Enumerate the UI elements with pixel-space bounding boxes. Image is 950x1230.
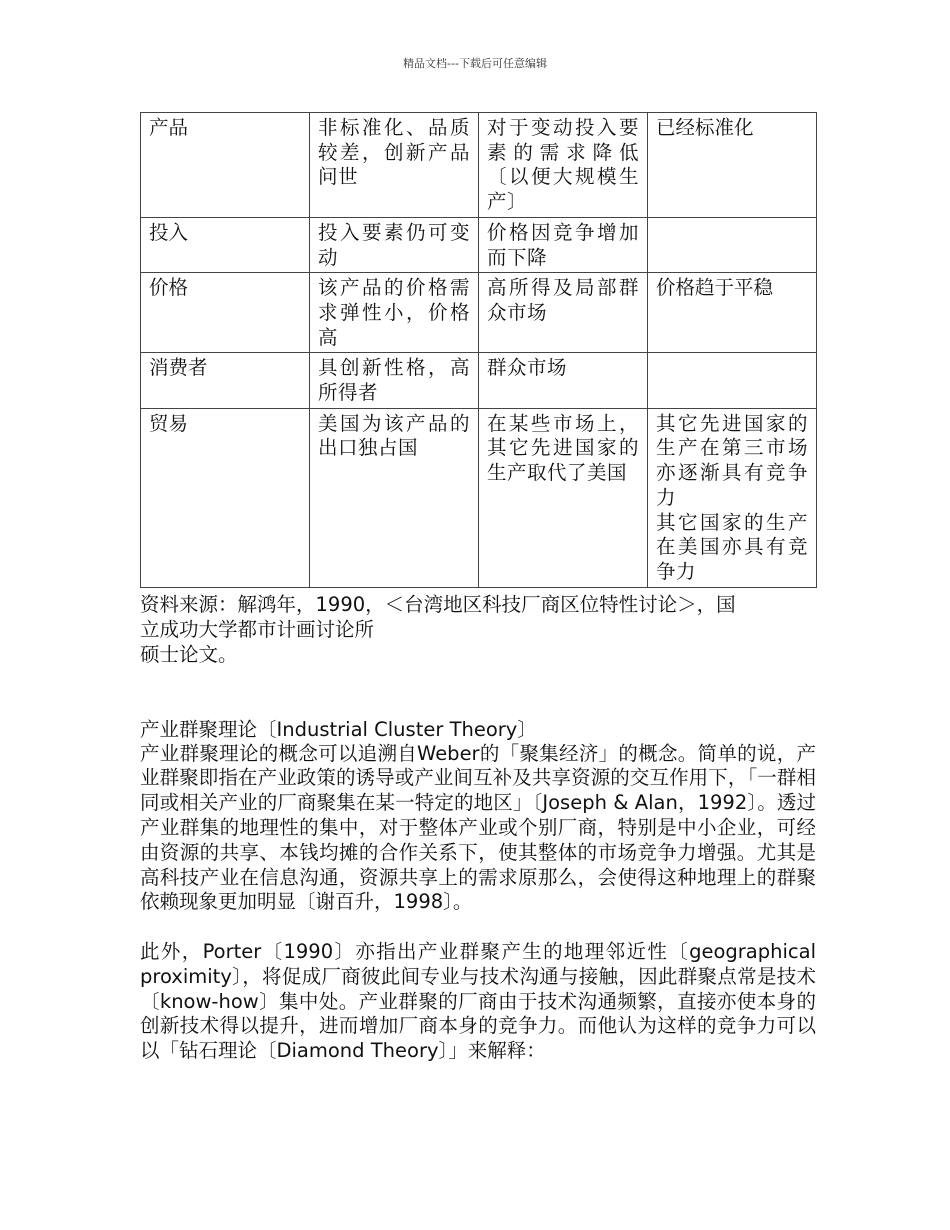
section-title: 产业群聚理论〔Industrial Cluster Theory〕 — [140, 717, 537, 741]
table-row — [141, 113, 817, 218]
source-citation — [140, 592, 816, 667]
table-cell — [648, 353, 817, 408]
table-cell-label: 价格 — [141, 273, 310, 353]
table-cell: 已经标准化 — [648, 113, 817, 218]
document-body — [140, 112, 816, 1064]
table-cell-label: 消费者 — [141, 353, 310, 408]
table-cell: 投入要素仍可变动 — [310, 217, 479, 272]
source-line: 立成功大学都市计画讨论所 — [140, 617, 375, 641]
table-cell: 价格因竞争增加而下降 — [479, 217, 648, 272]
table-cell: 美国为该产品的出口独占国 — [310, 408, 479, 587]
product-lifecycle-table — [140, 112, 817, 588]
table-cell-line: 其它国家的生产在美国亦具有竞争力 — [656, 510, 808, 583]
table-cell-label: 投入 — [141, 217, 310, 272]
table-row — [141, 408, 817, 587]
table-cell — [648, 408, 817, 587]
table-cell: 该产品的价格需求弹性小，价格高 — [310, 273, 479, 353]
paragraph: 产业群聚理论的概念可以追溯自Weber的「聚集经济」的概念。简单的说，产业群聚即指在产业政策的诱导或产业间互补及共享资源的交互作用下，「一群相同或相关产业的厂商聚集在某一特定的地区」〔Joseph & Alan，1992〕。透过产业群集的地理性的集中，对于整体产业或个别厂商，特别是中小企业，可经由资源的共享、本钱均摊的合作关系下，使其整体的市场竞争力增强。尤其是高科技产业在信息沟通，资源共享上的需求原那么，会使得这种地理上的群聚依赖现象更加明显〔谢百升，1998〕。 — [140, 741, 816, 914]
page-header: 精品文档---下载后可任意编辑 — [403, 57, 547, 70]
table-cell-label: 产品 — [141, 113, 310, 218]
table-row — [141, 217, 817, 272]
table-cell — [648, 217, 817, 272]
table-cell-line: 其它先进国家的生产在第三市场亦逐渐具有竞争力 — [656, 411, 808, 509]
table-cell: 具创新性格，高所得者 — [310, 353, 479, 408]
table-cell: 群众市场 — [479, 353, 648, 408]
table-row — [141, 273, 817, 353]
table-cell: 对于变动投入要素的需求降低〔以便大规模生产〕 — [479, 113, 648, 218]
table-row — [141, 353, 817, 408]
source-line: 资料来源：解鸿年，1990，＜台湾地区科技厂商区位特性讨论＞，国 — [140, 592, 736, 616]
table-cell: 非标准化、品质较差，创新产品问世 — [310, 113, 479, 218]
table-cell: 价格趋于平稳 — [648, 273, 817, 353]
table-cell: 高所得及局部群众市场 — [479, 273, 648, 353]
table-cell-label: 贸易 — [141, 408, 310, 587]
source-line: 硕士论文。 — [140, 642, 238, 666]
table-cell: 在某些市场上，其它先进国家的生产取代了美国 — [479, 408, 648, 587]
paragraph: 此外，Porter〔1990〕亦指出产业群聚产生的地理邻近性〔geographical proximity〕，将促成厂商彼此间专业与技术沟通与接触，因此群聚点常是技术〔know-how〕集中处。产业群聚的厂商由于技术沟通频繁，直接亦使本身的创新技术得以提升，进而增加厂商本身的竞争力。而他认为这样的竞争力可以以「钻石理论〔Diamond Theory〕」来解释： — [140, 940, 816, 1063]
